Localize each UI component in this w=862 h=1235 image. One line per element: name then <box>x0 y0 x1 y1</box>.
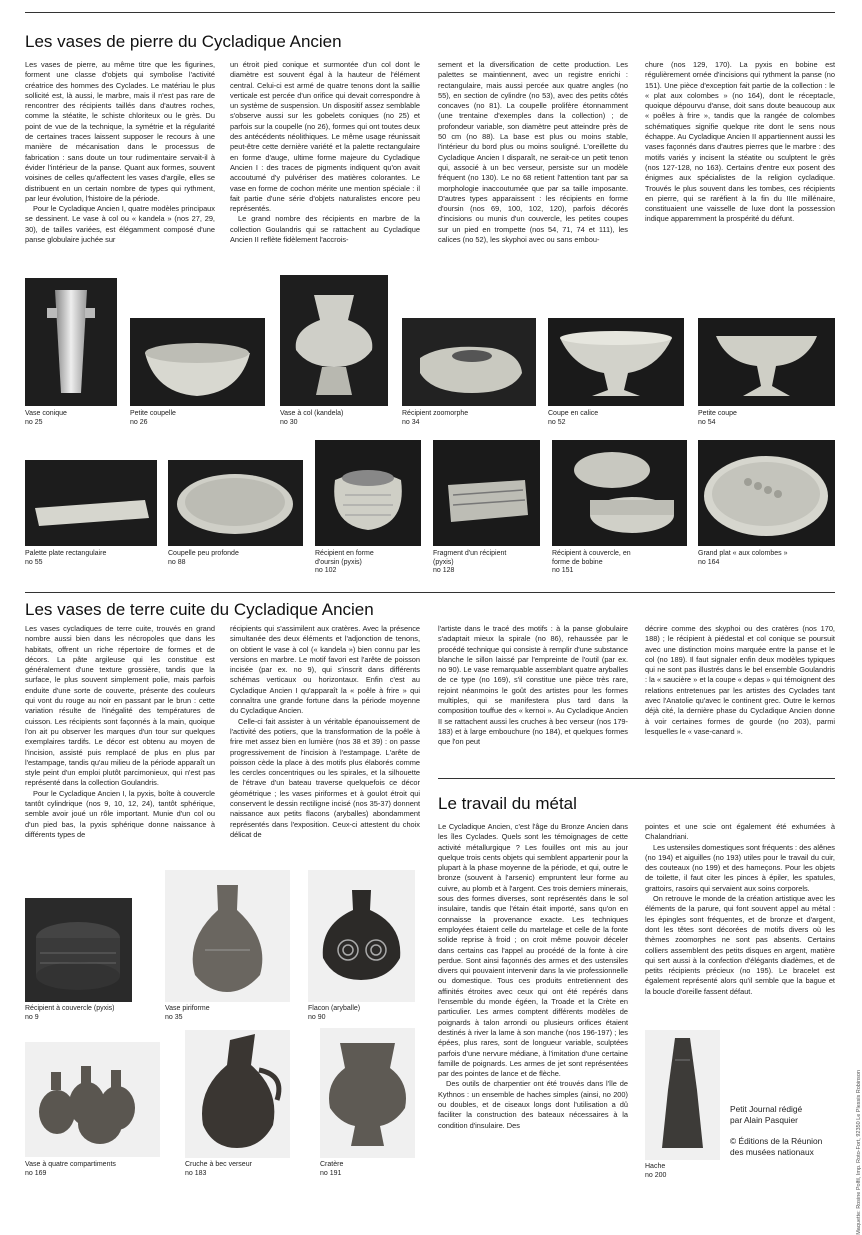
paragraph: Les ustensiles domestiques sont fréquents : des alênes (no 194) et aiguilles (no 193) utiles pour le travail du cuir, des couteaux (no 199) et des hameçons. Pour les objets de toilette, il faut citer les pinces à épiler, les spatules, grattoirs, rasoirs qui servaient aux soins corporels. <box>645 842 835 893</box>
stone-text-col-4 <box>645 60 835 265</box>
caption-recipient-zoomorphe: Récipient zoomorphe no 34 <box>402 410 469 426</box>
paragraph: l'artiste dans le tracé des motifs : à la panse globulaire s'adaptait mieux la spirale (no 86), rehaussée par le procédé technique qui consiste à remplir d'une substance blanche le sillon laissé par l'empreinte de l'outil (par ex. no 90). Le vase remarquable assemblant quatre aryballes de ce type (no 169), s'il constitue une pièce très rare, rejoint néanmoins le goût des artistes pour les formes multiples, qui se manifestera plus tard dans la composition touffue des « kernoi ». Au Cycladique Ancien II se rattachent aussi les cruches à bec verseur (nos 179-183) et à large embouchure (no 184), et quelques formes que l'on peut <box>438 624 628 747</box>
photo-coupe-en-calice <box>548 318 684 406</box>
caption-flacon-aryballe: Flacon (aryballe) no 90 <box>308 1005 361 1021</box>
paragraph: chure (nos 129, 170). La pyxis en bobine est régulièrement ornée d'incisions qui rythment la panse (no 151). Une pièce d'exception fait partie de la collection : le « plat aux colombes » (no 164), dont le réceptacle, quoique dépourvu d'anse, doit sans doute beaucoup aux « poêles à frire », tandis que la rangée de colombes schématiques signifie quelque rite dont le sens nous échappe. Au Cycladique Ancien II appartiennent aussi les vases façonnés dans d'autres pierres que le marbre : des motifs variés y incisent la stéatite ou sculptent le grès (nos 127-128, no 163). Certains d'entre eux posent des énigmes aux spécialistes de la religion cycladique. Trouvés le plus souvent dans les tombes, ces récipients en pierre, qui se raréfient à la fin du IIIe millénaire, constituaient une vaisselle de luxe dont la possession indique apparemment la prospérité du défunt. <box>645 60 835 224</box>
metal-text-col-1 <box>438 822 628 1172</box>
clay-text-col-1 <box>25 624 215 866</box>
section-title-stone: Les vases de pierre du Cycladique Ancien <box>25 32 342 51</box>
metal-text-col-2 <box>645 822 835 1022</box>
caption-petite-coupelle: Petite coupelle no 26 <box>130 410 176 426</box>
caption-petite-coupe: Petite coupe no 54 <box>698 410 737 426</box>
paragraph: récipients qui s'assimilent aux cratères. Avec la présence simultanée des deux éléments et l'adjonction de tenons, on obtient le vase à col (« kandela ») bien connu par les versions en marbre. Le motif favori est l'arête de poisson incisée (par ex. no 9), qui s'inscrit dans différents schémas verticaux ou horizontaux. Enfin c'est au Cycladique Ancien I qu'apparaît la « poêle à frire » qui connaîtra une grande fortune dans la période moyenne du Cycladique Ancien. <box>230 624 420 716</box>
section-title-clay: Les vases de terre cuite du Cycladique Ancien <box>25 600 374 619</box>
photo-hache <box>645 1030 720 1160</box>
stone-text-col-3 <box>438 60 628 265</box>
paragraph: pointes et une scie ont également été exhumées à Chalandriani. <box>645 822 835 842</box>
paragraph: sement et la diversification de cette production. Les palettes se maintiennent, avec un registre enrichi : rectangulaire, mais aussi percée aux quatre angles (no 55), en section de cylindre (no 53), avec des petits côtés concaves (no 81). La coupelle prolifère étonnamment (une trentaine d'exemples dans la collection) ; de profondeur variable, son diamètre peut atteindre près de 50 cm (no 88). La base est plus ou moins stable, l'intérieur du bord plus ou moins souligné. L'oreillette du Cycladique Ancien I disparaît, ne serait-ce un petit tenon qui, associé à un bec verseur, persiste sur un modèle fréquent (no 130). Le no 68 retient l'attention tant par sa morphologie inaccoutumée que par sa taille imposante. D'autres types apparaissent : les récipients en forme d'oursin (nos 69, 100, 102, 120), parfois décorés d'incisions ou munis d'un couvercle, les petites coupes sur un pied en trompette (nos 54, 71, 74 et 111), les calices (no 52), les skyphoi avec ou sans embou- <box>438 60 628 245</box>
photo-coupelle-peu-profonde <box>168 460 303 546</box>
paragraph: On retrouve le monde de la création artistique avec les éléments de la parure, qui font souvent appel au métal : les épingles sont fréquentes, et de bronze et d'argent, dont les têtes sont décorées de motifs divers où les thèmes zoomorphes ne sont pas absents. Certains colliers assemblent des petits disques en argent, matière qui sert aussi à la confection d'élégants diadèmes, et de petits récipients précieux (no 195). Le bracelet est également représenté alors qu'il semble que la bague et la boucle d'oreille fassent défaut. <box>645 894 835 996</box>
clay-text-col-3 <box>438 624 628 764</box>
section-rule-clay <box>25 592 835 593</box>
caption-palette-rectangulaire: Palette plate rectangulaire no 55 <box>25 550 107 566</box>
caption-vase-piriforme: Vase piriforme no 35 <box>165 1005 210 1021</box>
caption-cruche-bec-verseur: Cruche à bec verseur no 183 <box>185 1161 252 1177</box>
photo-recipient-zoomorphe <box>402 318 536 406</box>
caption-coupelle-peu-profonde: Coupelle peu profonde no 88 <box>168 550 239 566</box>
photo-recipient-bobine <box>552 440 687 546</box>
photo-vase-quatre-compartiments <box>25 1042 160 1157</box>
paragraph: Le Cycladique Ancien, c'est l'âge du Bronze Ancien dans les îles Cyclades. Quels sont les témoignages de cette activité métallurgique ? Les fouilles ont mis au jour quelque trois cents objets qui semblent appartenir pour la plupart à la phase moyenne de la période, et qui, outre le bronze (souvent à l'arsenic) empruntent leur forme au cuivre, au plomb et à l'argent. Ces trois derniers minerais, sous des formes diverses, sont représentés dans le sol insulaire, tandis que l'étain était importé, sans qu'on en connaisse la provenance exacte. Les techniques employées étaient celle du martelage et celle de la fonte solide reprise à froid ; on croit même pouvoir déceler dans certains cas l'appel au procédé de la fonte à cire perdue. Sont ainsi façonnés des armes et des ustensiles divers qui pouvaient intervenir dans la vie professionnelle ou domestique. Tous ces produits entretiennent des affinités étroites avec ceux qui ont été repérés dans l'ensemble du monde égéen, la Troade et la Crète en particulier. Les armes comptent différents modèles de poignards à talon arrondi ou plusieurs orifices étaient destinés à river la lame à son manche (nos 196-197) ; les épées, plus rares, sont de longueur variable, sculptées parfois d'une nervure médiane, à l'imitation d'une certaine famille de poignards. Les armes de jet sont représentées par des pointes de lance et de flèche. <box>438 822 628 1079</box>
photo-recipient-oursin <box>315 440 421 546</box>
caption-recipient-pyxis: Récipient à couvercle (pyxis) no 9 <box>25 1005 115 1021</box>
credits: Petit Journal rédigé par Alain Pasquier © Éditions de la Réunion des musées nationaux <box>730 1104 823 1157</box>
caption-cratere: Cratère no 191 <box>320 1161 344 1177</box>
paragraph: Des outils de charpentier ont été trouvés dans l'île de Kythnos : un ensemble de haches simples (ainsi, no 200) ou doubles, et de ciseaux longs dont l'utilisation a dû faciliter la construction des bateaux nécessaires à la condition d'insulaire. Des <box>438 1079 628 1130</box>
clay-text-col-4 <box>645 624 835 764</box>
photo-cratere <box>320 1028 415 1158</box>
paragraph: Les vases cycladiques de terre cuite, trouvés en grand nombre aussi bien dans les nécropoles que dans les habitats, offrent un riche répertoire de formes et de décors. La pâte argileuse qui les constitue est généralement d'une texture grossière, tandis que la surface, le plus souvent simplement polie, mais parfois enduite d'une sorte de couverte, présente des couleurs qui vont du rouge au noir en passant par le brun : cette variation résulte de l'inégalité des températures de cuisson. Les récipients sont façonnés à la main, quoique l'on ait pu observer les marques d'un tour sur quelques exemplaires tardifs. Le décor est obtenu au moyen de l'incision, assisté puis remplacé de plus en plus par l'estampage, tandis qu'au milieu de la période apparaît un style peint d'un emploi plutôt parcimonieux, qui n'est pas représenté dans la collection Goulandris. <box>25 624 215 788</box>
photo-petite-coupelle <box>130 318 265 406</box>
section-title-metal: Le travail du métal <box>438 794 577 813</box>
section-rule-metal <box>438 778 835 779</box>
photo-palette-rectangulaire <box>25 460 157 546</box>
caption-plat-aux-colombes: Grand plat « aux colombes » no 164 <box>698 550 788 566</box>
paragraph: décrire comme des skyphoi ou des cratères (nos 170, 188) ; le récipient à piédestal et col conique se poursuit avec une distinction moins marquée entre la panse et le col (no 189). Il faut signaler enfin deux modèles typiques qui ne sont pas illustrés dans le bel ensemble Goulandris : la « saucière » et la coupe « depas » qui témoignent des relations entretenues par les artistes des Cyclades tant avec l'Anatolie qu'avec le continent grec. Outre le kernos déjà cité, la dernière phase du Cycladique Ancien donne à voir certaines formes de gourde (no 203), parmi lesquelles le « vase-canard ». <box>645 624 835 736</box>
photo-vase-conique <box>25 278 117 406</box>
paragraph: Les vases de pierre, au même titre que les figurines, forment une classe d'objets qui symbolise l'activité créatrice des hommes des Cyclades. Le matériau le plus sollicité est, là aussi, le marbre, mais il n'est pas rare de rencontrer des récipients taillés dans d'autres roches, comme la stéatite, le schiste chloriteux ou le grès. Du point de vue de la technique, la symétrie et la régularité de certaines traces laissent supposer le recours à une manière de mécanisation dans le processus de fabrication : sans doute un tour rudimentaire servait-il à évider l'intérieur de la panse. Quant aux formes, souvent voisines de celles qu'affectent les vases d'argile, elles se distribuent en un certain nombre de types qui rythment, par leur évolution, l'histoire de la période. <box>25 60 215 203</box>
top-rule <box>25 12 835 13</box>
photo-cruche-bec-verseur <box>185 1030 290 1158</box>
caption-recipient-bobine: Récipient à couvercle, en forme de bobine no 151 <box>552 550 631 575</box>
paragraph: Pour le Cycladique Ancien I, la pyxis, boîte à couvercle tantôt cylindrique (nos 9, 10, 12, 24), tantôt sphérique, semble avoir joué un rôle important. Munie d'un col ou d'un pied bas, la pyxis sphérique donne naissance à différents types de <box>25 788 215 839</box>
photo-vase-a-col <box>280 275 388 406</box>
photo-plat-aux-colombes <box>698 440 835 546</box>
photo-recipient-pyxis <box>25 898 132 1002</box>
photo-fragment-pyxis <box>433 440 540 546</box>
clay-text-col-2 <box>230 624 420 866</box>
caption-vase-conique: Vase conique no 25 <box>25 410 67 426</box>
stone-text-col-1 <box>25 60 215 265</box>
paragraph: Le grand nombre des récipients en marbre de la collection Goulandris qui se rattachent au Cycladique Ancien II reflète fidèlement l'accrois- <box>230 214 420 245</box>
paragraph: Celle-ci fait assister à un véritable épanouissement de l'activité des potiers, que la transformation de la poêle à frire met assez bien en lumière (nos 38 et 39) : on passe progressivement de l'incision à l'estampage. L'arête de poisson cède la place à des motifs plus élaborés comme les cercles concentriques ou les spirales, et la silhouette de l'étrave d'un bateau traverse quelquefois ce décor géométrique ; les vases piriformes et à goulot étroit qui conservent le dessin rectiligne incisé (nos 35-37) donnent naissance aux petits flacons (aryballes) abondamment représentés dans l'exposition. Ceux-ci attestent du choix délicat de <box>230 716 420 839</box>
photo-flacon-aryballe <box>308 870 415 1002</box>
stone-text-col-2 <box>230 60 420 265</box>
caption-vase-quatre-compartiments: Vase à quatre compartiments no 169 <box>25 1161 116 1177</box>
photo-vase-piriforme <box>165 870 290 1002</box>
photo-petite-coupe <box>698 318 835 406</box>
paragraph: Pour le Cycladique Ancien I, quatre modèles principaux se dessinent. Le vase à col ou « kandela » (nos 27, 29, 30), de tailles variées, est élégamment composé d'une panse globulaire juchée sur <box>25 204 215 245</box>
caption-coupe-en-calice: Coupe en calice no 52 <box>548 410 599 426</box>
caption-recipient-oursin: Récipient en forme d'oursin (pyxis) no 102 <box>315 550 374 575</box>
caption-hache: Hache no 200 <box>645 1163 667 1179</box>
caption-fragment-pyxis: Fragment d'un récipient (pyxis) no 128 <box>433 550 507 575</box>
caption-vase-a-col: Vase à col (kandela) no 30 <box>280 410 344 426</box>
paragraph: un étroit pied conique et surmontée d'un col dont le diamètre est souvent égal à la hauteur de l'élément central. Celui-ci est armé de quatre tenons dont la saillie verticale est percée d'un orifice qui devait correspondre à un système de suspension. Un dispositif assez semblable s'observe aussi sur les gobelets coniques (no 25) et parfois sur la coupelle (no 26), formes qui ont toutes deux des antécédents néolithiques. Le même usage réunissait peut-être cette dernière variété et la palette rectangulaire en forme d'auge, ultime forme majeure du Cycladique Ancien I : des traces de pigments indiquent qu'on avait accoutumé d'y pulvériser des matières colorantes. Le vase en forme de cochon mérite une mention spéciale : il fait partie d'une série d'objets naturalistes encore peu représentés. <box>230 60 420 214</box>
printer-note: Maquette: Rosine Polfil, Imp. Roto-Fort, 92350 Le Plessis Robinson <box>856 1070 862 1235</box>
